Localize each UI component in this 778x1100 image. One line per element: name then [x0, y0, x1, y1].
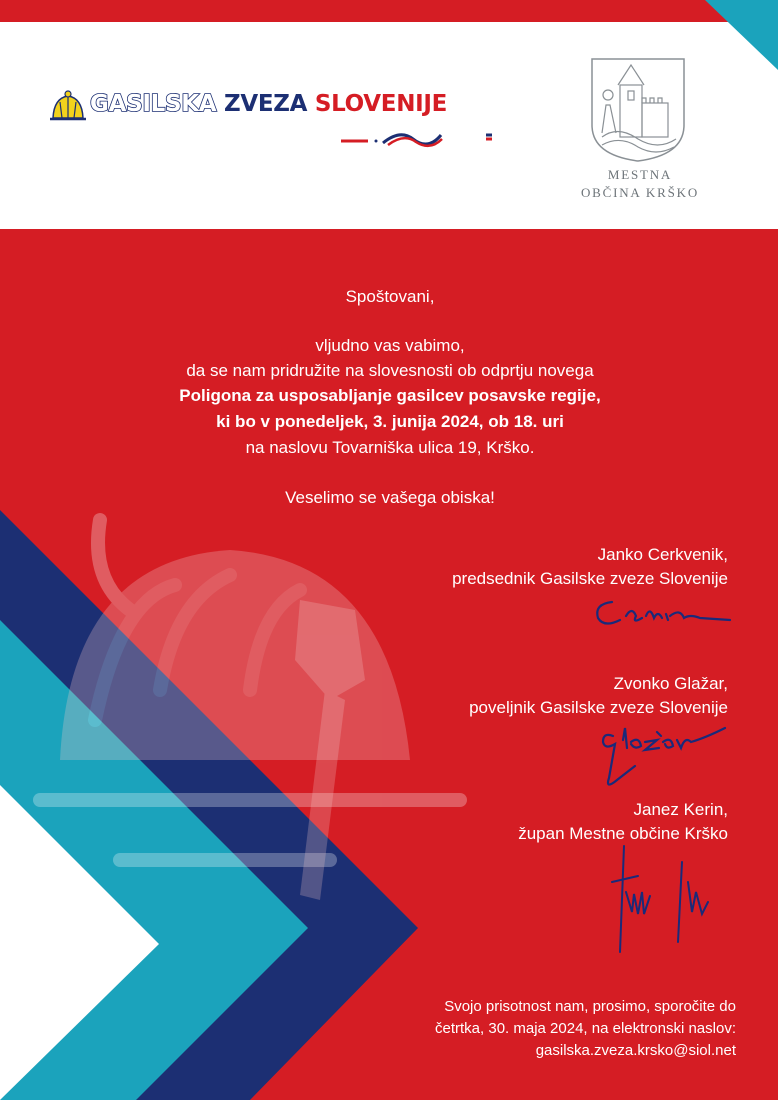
signatory-name: Janez Kerin,: [633, 800, 728, 819]
gzs-logo-text: [90, 91, 447, 117]
logo-word-gasilska: GASILSKA: [90, 91, 217, 117]
signatory-title: poveljnik Gasilske zveze Slovenije: [469, 698, 728, 717]
signature-cerkvenik: [590, 590, 740, 635]
signatory-title: predsednik Gasilske zveze Slovenije: [452, 569, 728, 588]
signatory-name: Janko Cerkvenik,: [597, 545, 728, 564]
signatory-3: [518, 798, 728, 846]
signature-glazar: [595, 718, 735, 793]
event-address: na naslovu Tovarniška ulica 19, Krško.: [245, 438, 535, 457]
fire-helmet-icon: [48, 88, 88, 128]
greeting: Spoštovani,: [345, 287, 435, 306]
signature-kerin: [598, 842, 738, 962]
municipality-name: [540, 166, 740, 202]
invitation-line-2: da se nam pridružite na slovesnosti ob odprtju novega: [186, 361, 594, 380]
flag-wave-icon: [338, 121, 508, 151]
signatory-title: župan Mestne občine Krško: [518, 824, 728, 843]
signatory-2: [469, 672, 728, 720]
rsvp-line-2: četrtka, 30. maja 2024, na elektronski naslov:: [435, 1020, 736, 1037]
municipality-line2: OBČINA KRŠKO: [580, 185, 700, 200]
rsvp-line-1: Svojo prisotnost nam, prosimo, sporočite do: [444, 998, 736, 1015]
rsvp-email[interactable]: gasilska.zveza.krsko@siol.net: [535, 1042, 736, 1059]
logo-word-zveza: ZVEZA: [223, 91, 308, 117]
event-date: ki bo v ponedeljek, 3. junija 2024, ob 18. uri: [216, 412, 564, 431]
signatory-name: Zvonko Glažar,: [613, 674, 728, 693]
castle-crest-icon: [588, 55, 688, 163]
logo-word-slovenije: SLOVENIJE: [314, 91, 448, 117]
gzs-logo: [48, 85, 508, 155]
municipality-line1: MESTNA: [607, 167, 673, 182]
invitation-line-1: vljudno vas vabimo,: [315, 336, 465, 355]
event-title: Poligona za usposabljanje gasilcev posavske regije,: [179, 386, 601, 405]
signatory-1: [452, 543, 728, 591]
rsvp-note: [376, 996, 736, 1062]
closing-line: Veselimo se vašega obiska!: [285, 488, 495, 507]
